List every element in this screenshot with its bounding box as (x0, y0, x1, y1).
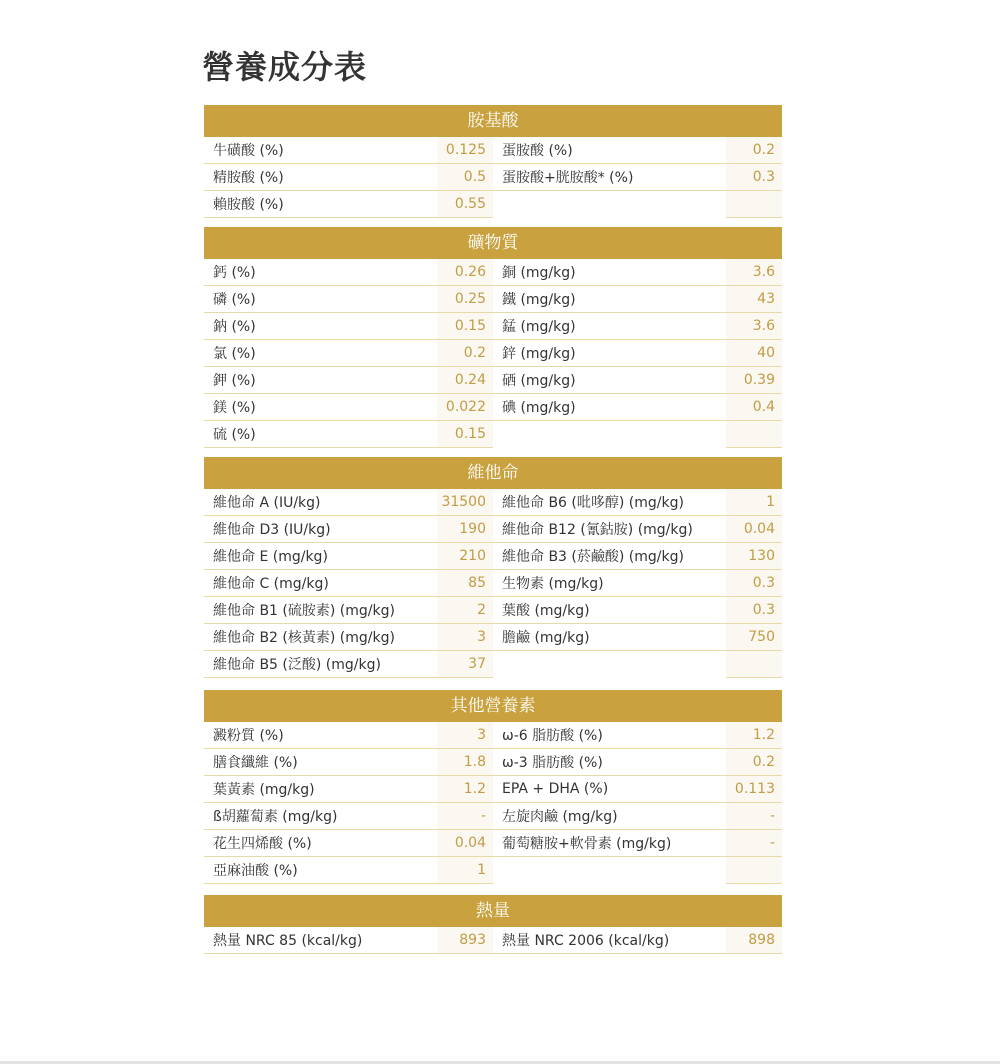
nutrient-value-cell (726, 191, 782, 218)
nutrient-value-cell (726, 722, 782, 749)
table-row (204, 421, 782, 448)
nutrition-section (204, 457, 782, 678)
nutrient-label-cell (204, 164, 437, 191)
nutrient-value: 3 (477, 727, 486, 743)
nutrient-value-cell (437, 651, 493, 678)
nutrient-label-cell (204, 776, 437, 803)
nutrient-value: 0.3 (752, 169, 775, 185)
nutrient-label: 維他命 A (IU/kg) (213, 495, 321, 511)
nutrient-label-cell (204, 830, 437, 857)
nutrient-value-cell (437, 597, 493, 624)
nutrient-value-cell (726, 803, 782, 830)
nutrient-label-cell (493, 259, 726, 286)
section-heading: 胺基酸 (204, 105, 782, 137)
nutrient-value-cell (437, 313, 493, 340)
nutrient-value-cell (726, 830, 782, 857)
nutrient-label-cell (493, 749, 726, 776)
nutrient-label-cell (204, 286, 437, 313)
nutrient-label: 蛋胺酸 (%) (502, 143, 573, 159)
table-row (204, 164, 782, 191)
nutrient-value-cell (726, 340, 782, 367)
nutrient-value: 0.022 (445, 399, 486, 415)
nutrient-label: 維他命 B5 (泛酸) (mg/kg) (213, 657, 381, 673)
table-row (204, 830, 782, 857)
nutrient-value: 0.125 (445, 142, 486, 158)
nutrient-value-cell (437, 286, 493, 313)
nutrient-value-cell (437, 489, 493, 516)
nutrient-value: 190 (459, 521, 486, 537)
nutrient-label: ω-6 脂肪酸 (%) (502, 728, 603, 744)
nutrient-value-cell (437, 367, 493, 394)
nutrient-label-cell (493, 830, 726, 857)
nutrient-value-cell (726, 516, 782, 543)
nutrient-label-cell (493, 624, 726, 651)
nutrient-value-cell (726, 394, 782, 421)
nutrient-label: 銅 (mg/kg) (502, 265, 576, 281)
nutrient-value: 0.5 (463, 169, 486, 185)
table-row (204, 722, 782, 749)
nutrient-value-cell (726, 164, 782, 191)
nutrient-label-cell (493, 367, 726, 394)
nutrient-label: ω-3 脂肪酸 (%) (502, 755, 603, 771)
nutrient-label: 葉酸 (mg/kg) (502, 603, 590, 619)
nutrient-value: 0.04 (743, 521, 775, 537)
nutrient-value-cell (726, 313, 782, 340)
nutrient-value-cell (726, 749, 782, 776)
nutrient-value-cell (726, 570, 782, 597)
nutrient-label: 熱量 NRC 85 (kcal/kg) (213, 933, 363, 949)
nutrient-value-cell (726, 651, 782, 678)
nutrient-value-cell (437, 259, 493, 286)
nutrient-value: 0.3 (752, 575, 775, 591)
nutrient-value-cell (437, 421, 493, 448)
nutrition-section (204, 105, 782, 218)
nutrient-label-cell (204, 624, 437, 651)
nutrient-value-cell (726, 776, 782, 803)
nutrient-label: 鈉 (%) (213, 319, 256, 335)
nutrient-value: 3 (477, 629, 486, 645)
nutrient-label: 膽鹼 (mg/kg) (502, 630, 590, 646)
nutrient-value: 1.2 (752, 727, 775, 743)
nutrient-value: 0.4 (752, 399, 775, 415)
nutrient-label: 生物素 (mg/kg) (502, 576, 604, 592)
nutrient-value-cell (437, 164, 493, 191)
nutrient-value: 2 (477, 602, 486, 618)
nutrient-label-cell (493, 776, 726, 803)
nutrient-label-cell (204, 489, 437, 516)
table-row (204, 516, 782, 543)
nutrient-label: ß胡蘿蔔素 (mg/kg) (213, 809, 338, 825)
nutrient-label: 鎂 (%) (213, 400, 256, 416)
table-row (204, 340, 782, 367)
table-row (204, 137, 782, 164)
nutrient-label-cell (493, 286, 726, 313)
nutrient-value-cell (437, 516, 493, 543)
nutrient-value-cell (726, 286, 782, 313)
nutrient-label: 硒 (mg/kg) (502, 373, 576, 389)
nutrient-label: 鉀 (%) (213, 373, 256, 389)
table-row (204, 313, 782, 340)
nutrient-label: 維他命 B12 (氰鈷胺) (mg/kg) (502, 522, 693, 538)
table-row (204, 927, 782, 954)
nutrient-label: 澱粉質 (%) (213, 728, 284, 744)
nutrient-value: 0.15 (454, 318, 486, 334)
nutrient-label-cell (204, 722, 437, 749)
nutrient-label: 硫 (%) (213, 427, 256, 443)
nutrient-label-cell (493, 489, 726, 516)
section-heading: 其他營養素 (204, 690, 782, 722)
nutrient-label-cell (493, 137, 726, 164)
nutrient-label: 葉黃素 (mg/kg) (213, 782, 315, 798)
nutrient-label-cell (204, 543, 437, 570)
nutrient-value: 40 (757, 345, 775, 361)
nutrient-label: 鋅 (mg/kg) (502, 346, 576, 362)
table-row (204, 543, 782, 570)
nutrient-value-cell (726, 543, 782, 570)
nutrient-value: 893 (459, 932, 486, 948)
table-row (204, 259, 782, 286)
table-row (204, 570, 782, 597)
nutrient-value: 0.15 (454, 426, 486, 442)
nutrient-label: 葡萄糖胺+軟骨素 (mg/kg) (502, 836, 672, 852)
table-row (204, 624, 782, 651)
nutrient-label-cell (204, 313, 437, 340)
nutrient-label-cell (493, 516, 726, 543)
nutrient-label-cell (204, 803, 437, 830)
nutrient-value-cell (726, 857, 782, 884)
nutrient-value-cell (726, 927, 782, 954)
nutrient-label: 賴胺酸 (%) (213, 197, 284, 213)
nutrient-value-cell (437, 340, 493, 367)
nutrient-label: 錳 (mg/kg) (502, 319, 576, 335)
nutrient-label: 膳食纖維 (%) (213, 755, 298, 771)
nutrient-label: 維他命 B2 (核黃素) (mg/kg) (213, 630, 395, 646)
nutrient-label: 花生四烯酸 (%) (213, 836, 312, 852)
nutrient-value-cell (437, 624, 493, 651)
nutrient-value: 0.55 (454, 196, 486, 212)
nutrient-label: 維他命 D3 (IU/kg) (213, 522, 331, 538)
nutrient-value-cell (726, 421, 782, 448)
nutrient-value-cell (726, 367, 782, 394)
nutrient-value: - (769, 808, 775, 824)
nutrient-label-cell (204, 927, 437, 954)
nutrient-value-cell (726, 597, 782, 624)
table-row (204, 394, 782, 421)
nutrient-value: 210 (459, 548, 486, 564)
nutrient-value-cell (437, 394, 493, 421)
nutrient-label: 磷 (%) (213, 292, 256, 308)
nutrient-label-cell (493, 340, 726, 367)
nutrient-value: 0.04 (454, 835, 486, 851)
nutrient-label-cell (204, 191, 437, 218)
table-row (204, 489, 782, 516)
nutrient-value-cell (437, 776, 493, 803)
nutrient-value: 0.3 (752, 602, 775, 618)
nutrient-value-cell (437, 570, 493, 597)
nutrient-label-cell (493, 570, 726, 597)
nutrient-label: 精胺酸 (%) (213, 170, 284, 186)
table-row (204, 191, 782, 218)
nutrient-value-cell (726, 489, 782, 516)
nutrient-label: 左旋肉鹼 (mg/kg) (502, 809, 618, 825)
nutrient-value-cell (437, 137, 493, 164)
nutrient-label-cell (493, 543, 726, 570)
nutrient-value: 3.6 (752, 318, 775, 334)
nutrient-value: 0.26 (454, 264, 486, 280)
nutrient-value: 1 (477, 862, 486, 878)
nutrient-value: 898 (748, 932, 775, 948)
nutrient-label: 熱量 NRC 2006 (kcal/kg) (502, 933, 670, 949)
nutrient-value-cell (437, 927, 493, 954)
nutrition-section (204, 227, 782, 448)
nutrient-label-cell (493, 857, 726, 884)
nutrient-label-cell (204, 597, 437, 624)
nutrient-value: 130 (748, 548, 775, 564)
nutrient-label: 鈣 (%) (213, 265, 256, 281)
nutrient-label: 鐵 (mg/kg) (502, 292, 576, 308)
nutrient-label: 維他命 B1 (硫胺素) (mg/kg) (213, 603, 395, 619)
nutrient-value: 0.2 (463, 345, 486, 361)
nutrient-label: 牛磺酸 (%) (213, 143, 284, 159)
nutrient-label-cell (204, 367, 437, 394)
nutrient-value: 31500 (441, 494, 486, 510)
table-row (204, 749, 782, 776)
table-row (204, 776, 782, 803)
nutrient-label-cell (493, 164, 726, 191)
nutrient-label-cell (493, 421, 726, 448)
nutrient-label-cell (493, 722, 726, 749)
nutrient-label-cell (493, 597, 726, 624)
table-row (204, 597, 782, 624)
nutrient-label-cell (204, 651, 437, 678)
nutrition-section (204, 895, 782, 954)
nutrient-value-cell (726, 137, 782, 164)
nutrient-label: 維他命 E (mg/kg) (213, 549, 328, 565)
nutrient-label: 維他命 B6 (吡哆醇) (mg/kg) (502, 495, 684, 511)
nutrient-value: 750 (748, 629, 775, 645)
nutrient-label-cell (204, 570, 437, 597)
section-heading: 維他命 (204, 457, 782, 489)
nutrient-label-cell (204, 516, 437, 543)
nutrient-label-cell (204, 340, 437, 367)
table-row (204, 857, 782, 884)
nutrient-value: 0.113 (734, 781, 775, 797)
nutrient-value-cell (726, 624, 782, 651)
nutrient-label-cell (493, 927, 726, 954)
nutrient-value: 85 (468, 575, 486, 591)
nutrient-value: 0.2 (752, 754, 775, 770)
table-row (204, 367, 782, 394)
nutrient-value: 0.24 (454, 372, 486, 388)
nutrient-value: 0.39 (743, 372, 775, 388)
nutrient-value-cell (437, 830, 493, 857)
nutrient-value-cell (437, 722, 493, 749)
nutrient-label: EPA + DHA (%) (502, 781, 609, 797)
nutrient-label-cell (204, 259, 437, 286)
nutrient-value: 43 (757, 291, 775, 307)
nutrient-label-cell (493, 803, 726, 830)
table-row (204, 803, 782, 830)
nutrient-value: 0.2 (752, 142, 775, 158)
nutrient-label-cell (493, 651, 726, 678)
nutrient-value: 1.2 (463, 781, 486, 797)
nutrient-label-cell (204, 749, 437, 776)
nutrient-value: 0.25 (454, 291, 486, 307)
nutrient-value-cell (437, 857, 493, 884)
nutrient-label: 氯 (%) (213, 346, 256, 362)
nutrient-label: 蛋胺酸+胱胺酸* (%) (502, 170, 634, 186)
nutrition-section (204, 690, 782, 884)
nutrient-label: 碘 (mg/kg) (502, 400, 576, 416)
nutrient-value: - (769, 835, 775, 851)
nutrient-value: 1.8 (463, 754, 486, 770)
nutrient-label-cell (493, 394, 726, 421)
nutrient-value-cell (437, 749, 493, 776)
page-title: 營養成分表 (202, 48, 368, 86)
nutrient-label-cell (204, 857, 437, 884)
nutrient-value-cell (437, 803, 493, 830)
section-heading: 熱量 (204, 895, 782, 927)
nutrient-label-cell (204, 137, 437, 164)
table-row (204, 286, 782, 313)
nutrient-label-cell (204, 421, 437, 448)
nutrient-label-cell (493, 313, 726, 340)
nutrient-value-cell (437, 543, 493, 570)
nutrient-label: 維他命 B3 (菸鹼酸) (mg/kg) (502, 549, 684, 565)
nutrient-value: - (480, 808, 486, 824)
nutrient-value-cell (726, 259, 782, 286)
section-heading: 礦物質 (204, 227, 782, 259)
nutrient-value: 1 (766, 494, 775, 510)
nutrient-label-cell (493, 191, 726, 218)
nutrient-label: 亞麻油酸 (%) (213, 863, 298, 879)
table-row (204, 651, 782, 678)
nutrient-label: 維他命 C (mg/kg) (213, 576, 329, 592)
nutrient-label-cell (204, 394, 437, 421)
nutrient-value: 3.6 (752, 264, 775, 280)
nutrient-value-cell (437, 191, 493, 218)
nutrient-value: 37 (468, 656, 486, 672)
